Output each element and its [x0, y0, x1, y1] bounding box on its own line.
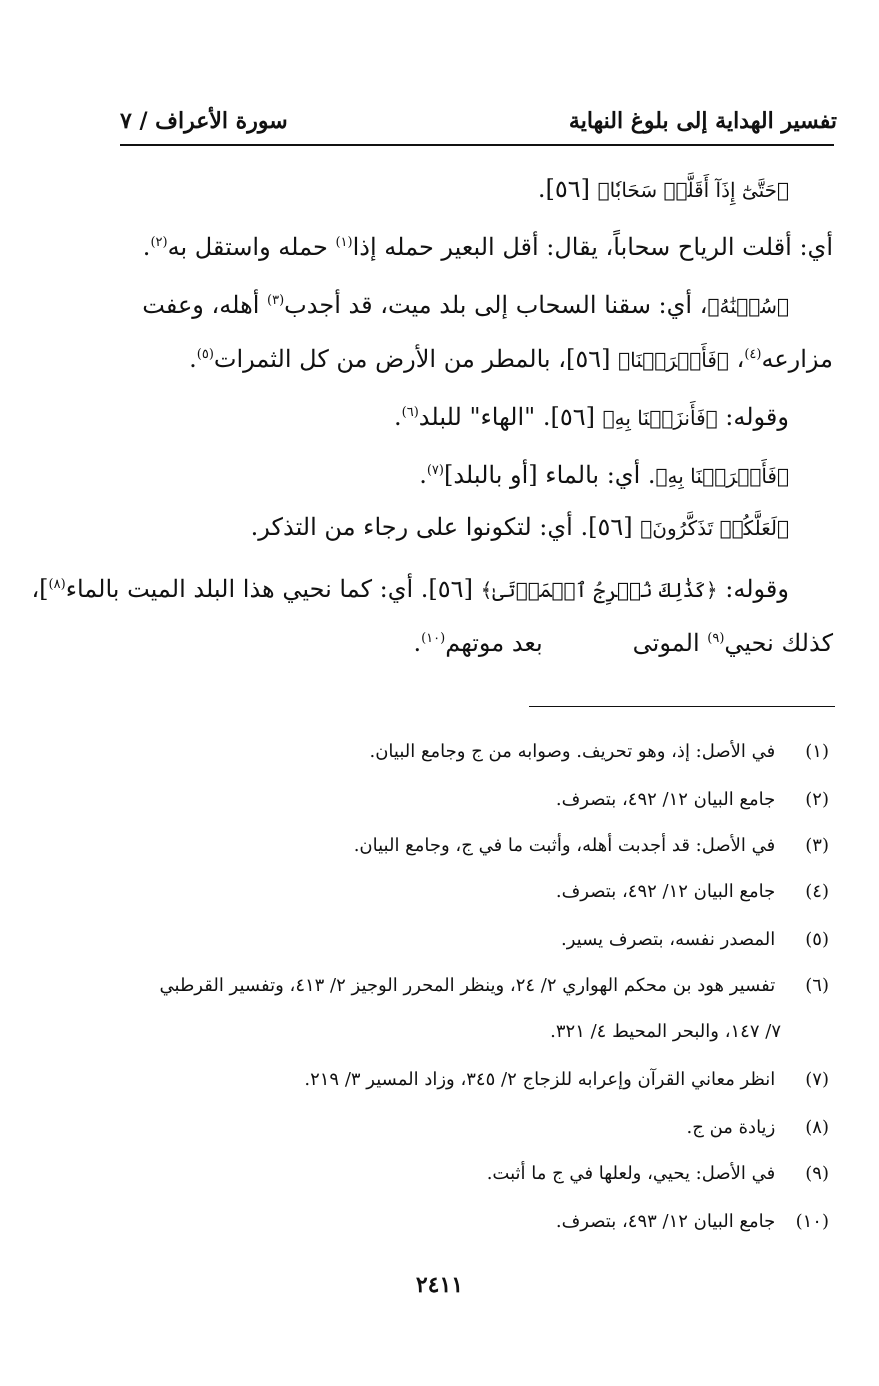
- quran-quote: ﴿حَتَّىٰٓ إِذَآ أَقَلَّتۡ سَحَابٗا﴾: [597, 178, 789, 202]
- body-text: [٥٦]، بالمطر من الأرض من كل الثمرات: [213, 345, 619, 373]
- body-text: [٥٦]. أي: كما نحيي هذا البلد الميت بالماء: [65, 575, 481, 603]
- footnote-text: جامع البيان ١٢/ ٤٩٢، بتصرف.: [555, 789, 776, 810]
- body-text: مزارعه: [761, 345, 833, 373]
- quran-quote: ﴿كَذَٰلِكَ نُخۡرِجُ ٱلۡمَوۡتَىٰ﴾: [480, 578, 718, 602]
- footnote-6-continuation: ٧/ ١٤٧، والبحر المحيط ٤/ ٣٢١.: [550, 1021, 781, 1042]
- footnote-3: [354, 832, 829, 860]
- footnote-number: (٩): [805, 1163, 829, 1184]
- footnote-number: (١): [805, 741, 829, 762]
- footnote-1: [369, 738, 829, 766]
- body-line-4: [189, 338, 833, 377]
- footnote-marker: (٤): [744, 347, 762, 362]
- body-text: أهله، وعفت: [142, 291, 268, 319]
- quran-quote: ﴿فَأَنزَلۡنَا بِهِ﴾: [602, 406, 718, 430]
- footnote-9: [487, 1160, 829, 1188]
- footnote-number: (٢): [805, 789, 829, 810]
- footnote-marker: (٦): [401, 405, 419, 420]
- body-text: أي: أقلت الرياح سحاباً، يقال: أقل البعير حمله إذا: [352, 233, 833, 261]
- footnote-text: في الأصل: يحيي، ولعلها في ج ما أثبت.: [486, 1163, 776, 1184]
- body-line-7: [251, 510, 789, 545]
- body-text: .: [413, 629, 422, 657]
- quran-quote: ﴿سُقۡنَٰهُ﴾: [707, 294, 789, 318]
- body-text: .: [394, 403, 402, 431]
- footnote-text: تفسير هود بن محكم الهواري ٢/ ٢٤، وينظر المحرر الوجيز ٢/ ٤١٣، وتفسير القرطبي: [159, 975, 776, 996]
- footnote-marker: (٧): [426, 463, 444, 478]
- body-text: [٥٦]. أي: لتكونوا على رجاء من التذكر.: [250, 513, 641, 541]
- footnote-marker: (٨): [48, 577, 66, 592]
- body-text: وقوله:: [717, 403, 789, 431]
- body-text: .: [142, 233, 151, 261]
- body-line-8: [31, 568, 789, 607]
- running-header-surah: سورة الأعراف / ٧: [120, 108, 288, 134]
- body-text: الموتى: [632, 629, 708, 657]
- body-text: كذلك نحيي: [724, 629, 833, 657]
- footnote-7: [304, 1066, 829, 1094]
- footnote-text: جامع البيان ١٢/ ٤٩٢، بتصرف.: [555, 881, 776, 902]
- footnote-10: [556, 1208, 829, 1236]
- body-line-2: [143, 226, 833, 264]
- body-text: ]،: [31, 575, 49, 603]
- body-line-5: [394, 396, 789, 435]
- footnote-number: (٥): [805, 929, 829, 950]
- footnote-8: [687, 1114, 830, 1142]
- header-divider: [120, 144, 834, 146]
- footnote-divider: [529, 706, 835, 707]
- footnote-text: المصدر نفسه، بتصرف يسير.: [561, 929, 776, 950]
- footnote-5: [561, 926, 829, 954]
- page-number: ٢٤١١: [415, 1272, 464, 1298]
- body-line-1: [538, 172, 789, 207]
- footnote-marker: (٣): [267, 293, 285, 308]
- footnote-marker: (٩): [707, 631, 725, 646]
- footnote-number: (٣): [805, 835, 829, 856]
- footnote-number: (٤): [805, 881, 829, 902]
- quran-quote: ﴿لَعَلَّكُمۡ تَذَكَّرُونَ﴾: [640, 516, 789, 540]
- footnote-6: [160, 972, 829, 1000]
- body-line-9: [413, 622, 833, 660]
- footnote-text: جامع البيان ١٢/ ٤٩٣، بتصرف.: [555, 1211, 776, 1232]
- body-text: . أي: بالماء [أو بالبلد]: [443, 461, 656, 489]
- footnote-text: في الأصل: إذ، وهو تحريف. وصوابه من ج وجامع البيان.: [369, 741, 776, 762]
- footnote-4: [556, 878, 829, 906]
- body-text: ، أي: سقنا السحاب إلى بلد ميت، قد أجدب: [284, 291, 708, 319]
- verse-ref: [٥٦].: [537, 175, 591, 203]
- footnote-number: (٧): [805, 1069, 829, 1090]
- quran-quote: ﴿فَأَخۡرَجۡنَا بِهِ﴾: [655, 464, 789, 488]
- body-text: .: [189, 345, 197, 373]
- footnote-text: في الأصل: قد أجدبت أهله، وأثبت ما في ج، وجامع البيان.: [353, 835, 776, 856]
- body-line-3: [142, 284, 789, 323]
- running-header-book-title: تفسير الهداية إلى بلوغ النهاية: [568, 108, 837, 134]
- footnote-marker: (٢): [150, 235, 168, 250]
- footnote-marker: (١٠): [421, 631, 446, 646]
- footnote-text: انظر معاني القرآن وإعرابه للزجاج ٢/ ٣٤٥، وزاد المسير ٣/ ٢١٩.: [304, 1069, 776, 1090]
- footnote-text: زيادة من ج.: [686, 1117, 776, 1138]
- body-line-6: [419, 454, 789, 493]
- footnote-number: (٨): [805, 1117, 829, 1138]
- footnote-2: [556, 786, 829, 814]
- body-text: حمله واستقل به: [167, 233, 336, 261]
- body-text: وقوله:: [717, 575, 789, 603]
- body-text: ،: [728, 345, 745, 373]
- quran-quote: ﴿فَأَخۡرَجۡنَا﴾: [618, 348, 729, 372]
- footnote-marker: (٥): [196, 347, 214, 362]
- body-text: .: [419, 461, 427, 489]
- footnote-number: (١٠): [795, 1211, 829, 1232]
- footnote-marker: (١): [335, 235, 353, 250]
- body-text: [٥٦]. "الهاء" للبلد: [418, 403, 603, 431]
- footnote-number: (٦): [805, 975, 829, 996]
- body-text: بعد موتهم: [445, 629, 543, 657]
